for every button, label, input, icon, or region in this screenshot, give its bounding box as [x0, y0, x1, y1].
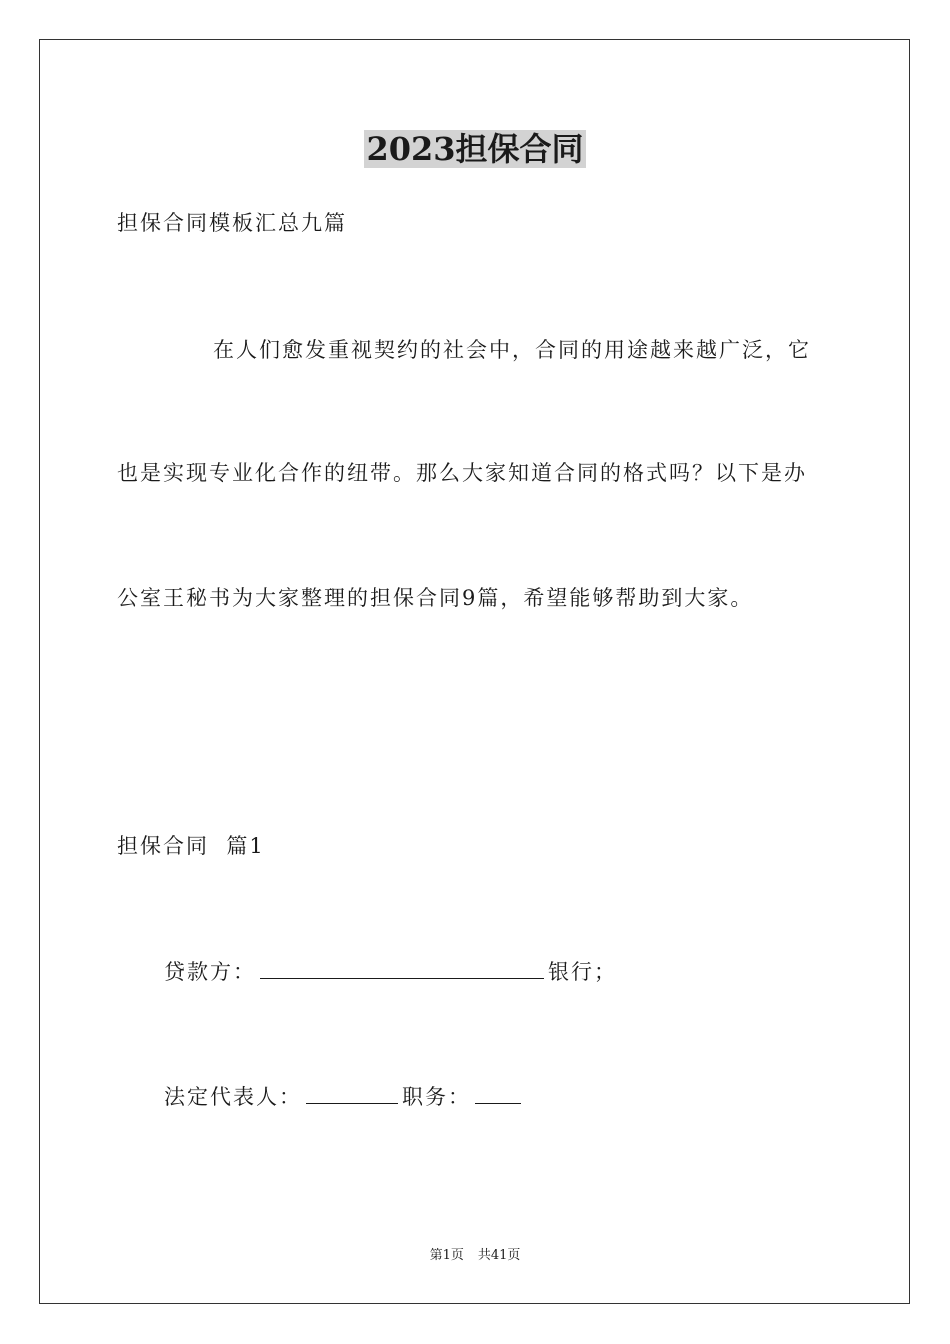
- page-footer: [0, 1247, 950, 1265]
- lender-blank: [260, 956, 544, 979]
- representative-label: 法定代表人：: [164, 1085, 302, 1109]
- document-title: [0, 126, 950, 172]
- document-subtitle: 担保合同模板汇总九篇: [117, 211, 347, 235]
- page-number: 第1页: [429, 1248, 464, 1263]
- position-blank: [475, 1081, 521, 1104]
- section-heading: 担保合同 篇1: [117, 834, 265, 858]
- intro-paragraph-line-3: 公室王秘书为大家整理的担保合同9篇，希望能够帮助到大家。: [117, 586, 754, 610]
- position-label: 职务：: [402, 1085, 471, 1109]
- intro-paragraph-line-2: 也是实现专业化合作的纽带。那么大家知道合同的格式吗？以下是办: [117, 461, 807, 485]
- representative-field-line: [164, 1081, 525, 1112]
- page-total: 共41页: [477, 1248, 521, 1263]
- intro-paragraph-line-1: 在人们愈发重视契约的社会中，合同的用途越来越广泛，它: [213, 338, 811, 362]
- lender-field-line: [164, 956, 617, 987]
- lender-label: 贷款方：: [164, 960, 256, 984]
- lender-suffix: 银行；: [548, 960, 617, 984]
- title-highlight: 2023担保合同: [366, 130, 584, 168]
- representative-blank: [306, 1081, 398, 1104]
